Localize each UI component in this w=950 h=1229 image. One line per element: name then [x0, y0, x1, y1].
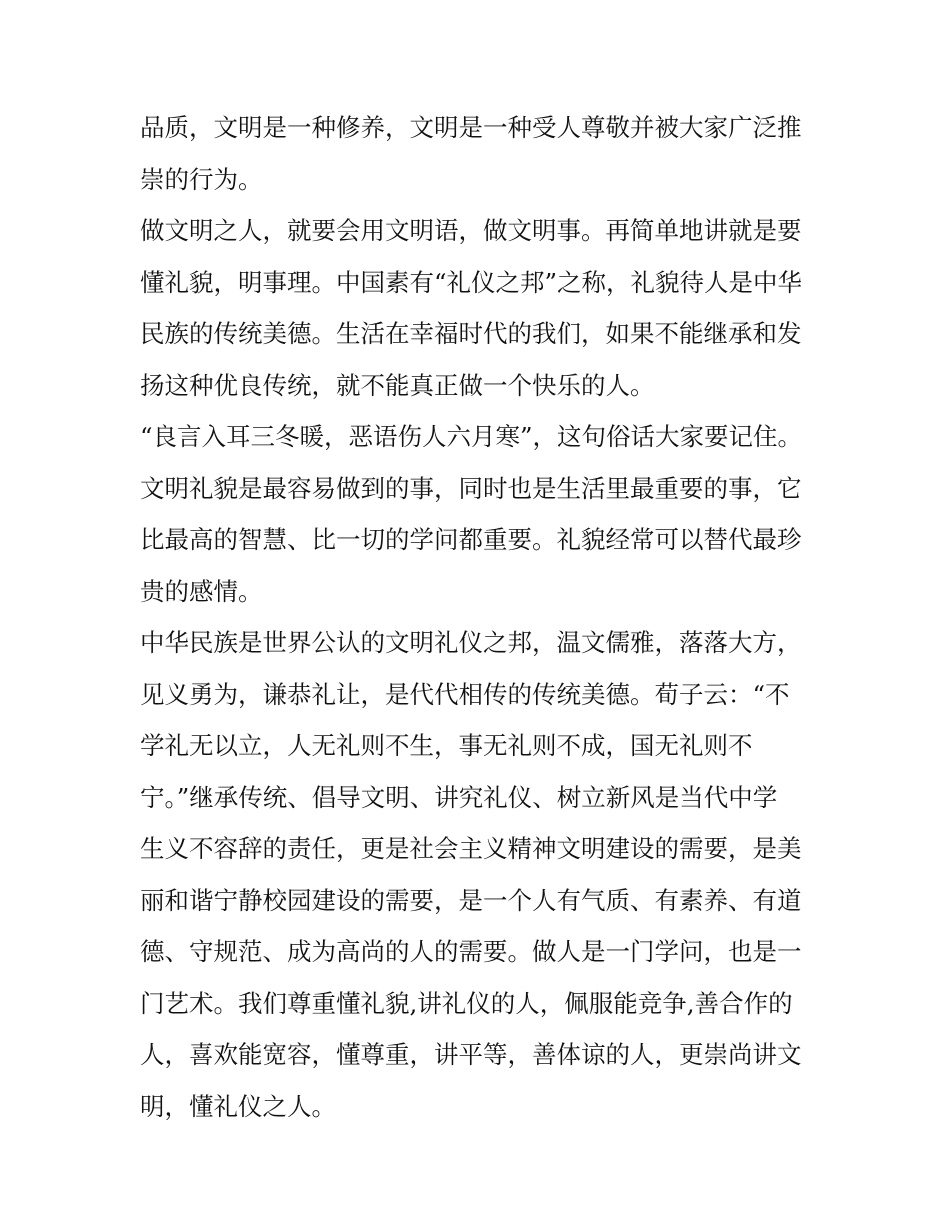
document-body — [140, 102, 820, 1132]
text-line: 学礼无以立，人无礼则不生，事无礼则不成，国无礼则不 — [140, 731, 753, 760]
text-line: 人，喜欢能宽容，懂尊重，讲平等，善体谅的人，更崇尚讲文 — [140, 1040, 802, 1069]
text-line: 贵的感情。 — [140, 576, 263, 606]
text-line: 中华民族是世界公认的文明礼仪之邦，温文儒雅，落落大方， — [140, 628, 802, 657]
text-line: 崇的行为。 — [140, 164, 263, 194]
text-line: 宁。”继承传统、倡导文明、讲究礼仪、树立新风是当代中学 — [140, 782, 778, 812]
text-line: 懂礼貌，明事理。中国素有“礼仪之邦”之称，礼貌待人是中华 — [140, 267, 803, 297]
text-line: 品质，文明是一种修养，文明是一种受人尊敬并被大家广泛推 — [140, 113, 802, 142]
text-line: 见义勇为，谦恭礼让，是代代相传的传统美德。荀子云：“不 — [140, 679, 790, 709]
text-line: “良言入耳三冬暖，恶语伤人六月寒”，这句俗话大家要记住。 — [140, 422, 803, 451]
text-line: 明，懂礼仪之人。 — [140, 1091, 336, 1121]
paragraph — [140, 102, 820, 205]
text-line: 德、守规范、成为高尚的人的需要。做人是一门学问，也是一 — [140, 937, 802, 966]
text-line: 门艺术。我们尊重懂礼貌,讲礼仪的人，佩服能竞争,善合作的 — [140, 988, 793, 1018]
text-line: 民族的传统美德。生活在幸福时代的我们，如果不能继承和发 — [140, 319, 802, 348]
paragraph — [140, 205, 820, 411]
text-line: 生义不容辞的责任，更是社会主义精神文明建设的需要，是美 — [140, 834, 802, 863]
paragraph — [140, 617, 820, 1132]
text-line: 做文明之人，就要会用文明语，做文明事。再简单地讲就是要 — [140, 216, 802, 245]
text-line: 比最高的智慧、比一切的学问都重要。礼貌经常可以替代最珍 — [140, 525, 802, 554]
text-line: 扬这种优良传统，就不能真正做一个快乐的人。 — [140, 370, 655, 400]
text-line: 文明礼貌是最容易做到的事，同时也是生活里最重要的事，它 — [140, 473, 802, 503]
paragraph — [140, 411, 820, 617]
text-line: 丽和谐宁静校园建设的需要，是一个人有气质、有素养、有道 — [140, 885, 802, 915]
